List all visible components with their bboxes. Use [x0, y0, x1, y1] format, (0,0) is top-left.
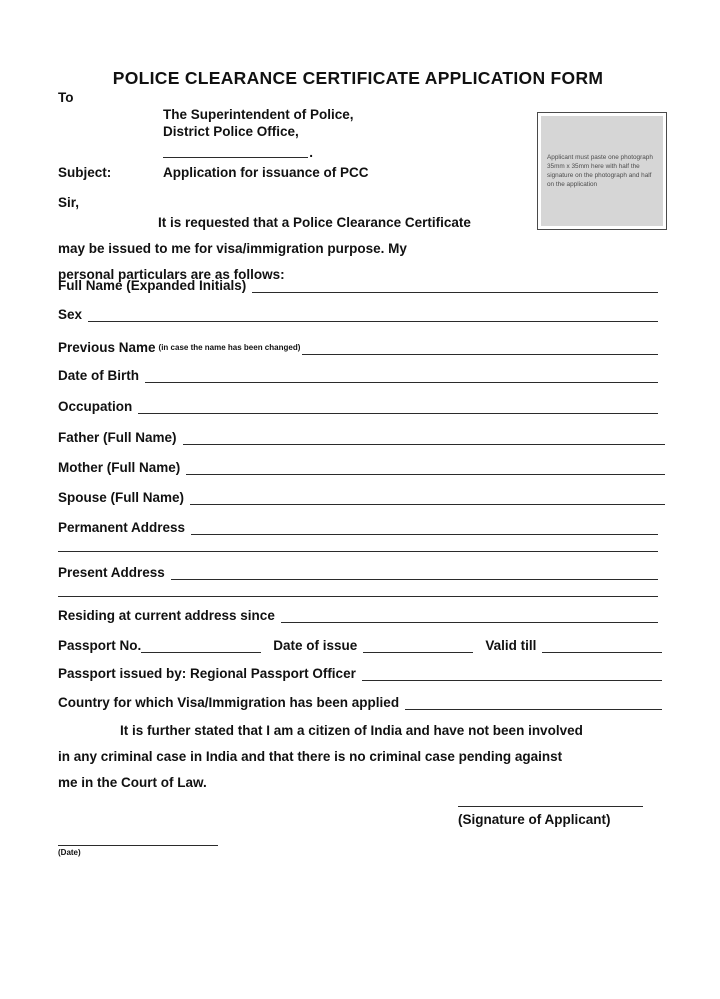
field-rule-valid-till[interactable]: [542, 640, 662, 653]
signature-rule[interactable]: [458, 806, 643, 807]
field-rule-sex[interactable]: [88, 309, 658, 322]
intro-line-2: may be issued to me for visa/immigration purpose. My: [58, 241, 407, 256]
field-date-of-birth[interactable]: [58, 368, 658, 383]
declaration-line-3: me in the Court of Law.: [58, 775, 207, 790]
subject-label: Subject:: [58, 165, 112, 180]
field-label-mother-name: Mother (Full Name): [58, 460, 181, 475]
field-label-sex: Sex: [58, 307, 83, 322]
field-occupation[interactable]: [58, 399, 658, 414]
field-rule-date-of-issue[interactable]: [363, 640, 473, 653]
field-rule-previous-name[interactable]: [302, 342, 658, 355]
subject-value: Application for issuance of PCC: [163, 165, 369, 180]
field-mother-name[interactable]: [58, 460, 665, 475]
intro-line-3: personal particulars are as follows:: [58, 267, 285, 282]
field-label-occupation: Occupation: [58, 399, 133, 414]
addressee-block: [163, 106, 354, 140]
field-passport-row[interactable]: [58, 638, 662, 653]
field-rule-father-name[interactable]: [183, 432, 665, 445]
photo-paste-box: [537, 112, 667, 230]
declaration-line-2: in any criminal case in India and that there is no criminal case pending against: [58, 749, 563, 764]
field-hint-previous-name: (in case the name has been changed): [158, 343, 301, 352]
declaration-paragraph: [58, 718, 663, 796]
field-present-address[interactable]: [58, 565, 658, 580]
declaration-line-1: It is further stated that I am a citizen of India and have not been involved: [120, 723, 583, 738]
district-blank-field[interactable]: [163, 145, 313, 158]
field-rule-permanent-address[interactable]: [191, 522, 658, 535]
field-father-name[interactable]: [58, 430, 665, 445]
field-label-valid-till: Valid till: [485, 638, 537, 653]
intro-line-1: It is requested that a Police Clearance Certificate: [158, 215, 471, 230]
field-rule-full-name[interactable]: [252, 280, 658, 293]
district-blank-rule[interactable]: [163, 145, 308, 158]
photo-placeholder-area: [541, 116, 663, 226]
field-rule-present-address-line2[interactable]: [58, 596, 658, 597]
field-permanent-address[interactable]: [58, 520, 658, 535]
salutation-label: Sir,: [58, 195, 80, 210]
field-label-date-of-birth: Date of Birth: [58, 368, 139, 383]
field-rule-occupation[interactable]: [138, 401, 658, 414]
field-label-full-name: Full Name (Expanded Initials): [58, 278, 247, 293]
field-sex[interactable]: [58, 307, 658, 322]
field-label-father-name: Father (Full Name): [58, 430, 177, 445]
page-title: POLICE CLEARANCE CERTIFICATE APPLICATION FORM: [112, 68, 604, 88]
field-rule-mother-name[interactable]: [186, 462, 665, 475]
date-rule[interactable]: [58, 845, 218, 846]
field-rule-visa-country[interactable]: [405, 697, 662, 710]
field-rule-present-address[interactable]: [171, 567, 658, 580]
field-label-visa-country: Country for which Visa/Immigration has been applied: [58, 695, 400, 710]
field-visa-country[interactable]: [58, 695, 662, 710]
field-rule-date-of-birth[interactable]: [145, 370, 658, 383]
field-label-permanent-address: Permanent Address: [58, 520, 186, 535]
intro-paragraph: [58, 210, 538, 288]
district-blank-period: .: [309, 145, 313, 160]
date-label: (Date): [58, 848, 81, 857]
field-rule-permanent-address-line2[interactable]: [58, 551, 658, 552]
field-rule-passport-no[interactable]: [141, 640, 261, 653]
field-previous-name[interactable]: [58, 340, 658, 355]
field-label-spouse-name: Spouse (Full Name): [58, 490, 185, 505]
photo-instruction-text: Applicant must paste one photograph 35mm x 35mm here with half the signature on the photograph and half on the application: [547, 154, 653, 188]
field-passport-issued-by[interactable]: [58, 666, 662, 681]
field-label-present-address: Present Address: [58, 565, 165, 580]
field-rule-spouse-name[interactable]: [190, 492, 665, 505]
signature-label: (Signature of Applicant): [458, 812, 611, 827]
field-label-previous-name: Previous Name: [58, 340, 156, 355]
field-spouse-name[interactable]: [58, 490, 665, 505]
field-full-name[interactable]: [58, 278, 658, 293]
field-rule-passport-issued-by[interactable]: [362, 668, 662, 681]
to-label: To: [58, 90, 74, 105]
field-label-passport-no: Passport No.: [58, 638, 142, 653]
addressee-line-1: The Superintendent of Police,: [163, 107, 354, 122]
addressee-line-2: District Police Office,: [163, 124, 299, 139]
field-residing-since[interactable]: [58, 608, 658, 623]
field-label-residing-since: Residing at current address since: [58, 608, 275, 623]
field-label-date-of-issue: Date of issue: [273, 638, 358, 653]
field-label-passport-issued-by: Passport issued by: Regional Passport Officer: [58, 666, 356, 681]
field-rule-residing-since[interactable]: [281, 610, 658, 623]
